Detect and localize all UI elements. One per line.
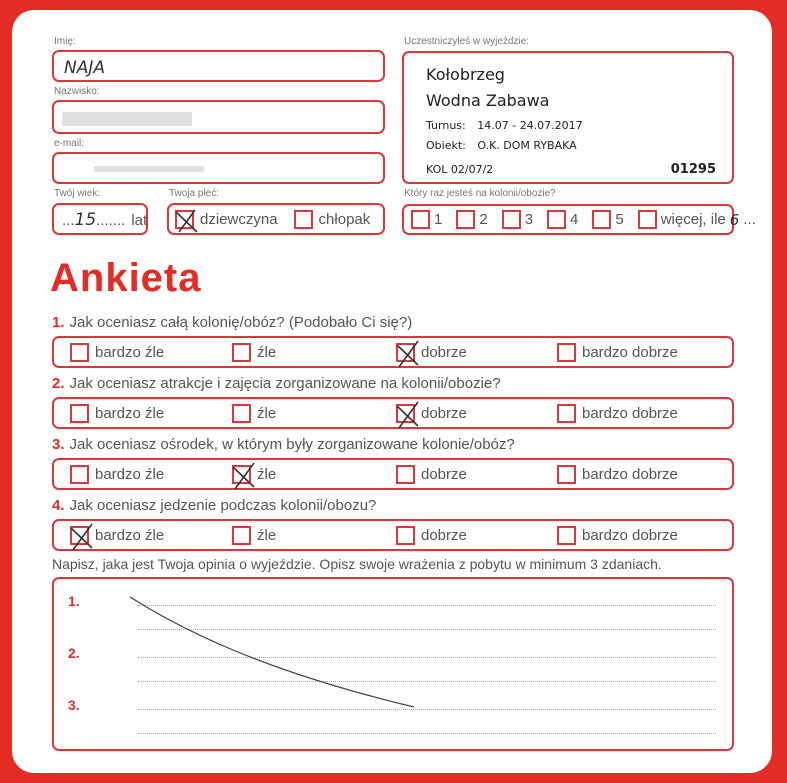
times-more-label: więcej, ile — [660, 211, 726, 228]
trip-label: Uczestniczyłeś w wyjeździe: — [404, 36, 530, 47]
option-label: bardzo dobrze — [582, 466, 678, 483]
option-very-bad — [70, 526, 164, 545]
times-3-checkbox[interactable] — [502, 210, 521, 229]
check-mark-icon — [173, 206, 201, 236]
line-number-2: 2. — [68, 645, 80, 661]
times-2-checkbox[interactable] — [456, 210, 475, 229]
question-1 — [52, 314, 412, 331]
option-checkbox[interactable] — [232, 404, 251, 423]
option-label: źle — [257, 405, 277, 422]
option-bad — [232, 404, 276, 423]
option-label: źle — [257, 466, 277, 483]
option-checkbox[interactable] — [232, 526, 251, 545]
times-4-label: 4 — [570, 211, 579, 228]
times-2-label: 2 — [479, 211, 488, 228]
option-good — [396, 465, 467, 484]
times-more-checkbox[interactable] — [638, 210, 657, 229]
times-3-label: 3 — [524, 211, 534, 228]
trip-code: KOL 02/07/2 — [426, 163, 494, 176]
times-label: Który raz jesteś na kolonii/obozie? — [404, 188, 556, 199]
option-label: bardzo dobrze — [582, 405, 678, 422]
option-very-bad — [70, 404, 164, 423]
trip-program: Wodna Zabawa — [426, 91, 550, 110]
option-label: dobrze — [421, 344, 467, 361]
opinion-box[interactable] — [52, 577, 734, 751]
answer-row-1 — [52, 336, 734, 368]
option-label: źle — [257, 527, 277, 544]
line-number-1: 1. — [68, 593, 80, 609]
option-label: źle — [257, 344, 277, 361]
name-label: Imię: — [54, 36, 76, 47]
times-1-label: 1 — [434, 211, 443, 228]
option-good — [396, 404, 467, 423]
gender-male-label: chłopak — [318, 211, 371, 228]
check-mark-icon — [230, 461, 258, 491]
option-label: bardzo źle — [95, 466, 165, 483]
answer-row-2 — [52, 397, 734, 429]
survey-title: Ankieta — [50, 256, 202, 300]
times-1-checkbox[interactable] — [411, 210, 430, 229]
obiekt-label: Obiekt: — [426, 139, 466, 152]
question-text: Jak oceniasz ośrodek, w którym były zorganizowane kolonie/obóz? — [69, 436, 515, 453]
option-label: bardzo dobrze — [582, 527, 678, 544]
turnus-label: Turnus: — [426, 119, 466, 132]
question-3 — [52, 436, 515, 453]
times-more-dots: ... — [743, 211, 756, 228]
option-checkbox[interactable] — [70, 465, 89, 484]
option-very-good — [557, 343, 678, 362]
option-checkbox[interactable] — [557, 465, 576, 484]
option-checkbox[interactable] — [396, 404, 415, 423]
gender-field — [167, 203, 385, 235]
dotted-line — [138, 733, 716, 734]
trip-number: 01295 — [670, 162, 716, 177]
option-bad — [232, 465, 276, 484]
times-more-value: 6 — [729, 210, 740, 229]
option-very-bad — [70, 343, 164, 362]
question-4 — [52, 497, 376, 514]
option-bad — [232, 343, 276, 362]
answer-row-3 — [52, 458, 734, 490]
times-4-checkbox[interactable] — [547, 210, 566, 229]
question-number: 1. — [52, 314, 65, 331]
age-value: 15 — [74, 210, 97, 230]
check-mark-icon — [68, 522, 96, 552]
trip-turnus — [426, 119, 583, 132]
pen-stroke — [124, 591, 424, 711]
check-mark-icon — [394, 400, 422, 430]
option-label: bardzo źle — [95, 527, 165, 544]
option-checkbox[interactable] — [396, 343, 415, 362]
turnus-value: 14.07 - 24.07.2017 — [477, 119, 583, 132]
gender-female-checkbox[interactable] — [175, 210, 194, 229]
option-label: bardzo źle — [95, 344, 165, 361]
age-dots-left: ... — [62, 211, 75, 229]
option-label: dobrze — [421, 466, 467, 483]
age-dots-right: ....... — [96, 211, 126, 229]
email-field[interactable] — [52, 152, 385, 184]
option-checkbox[interactable] — [70, 526, 89, 545]
answer-row-4 — [52, 519, 734, 551]
option-checkbox[interactable] — [70, 404, 89, 423]
option-very-bad — [70, 465, 164, 484]
option-very-good — [557, 526, 678, 545]
option-checkbox[interactable] — [557, 343, 576, 362]
gender-label: Twoja płeć: — [169, 188, 220, 199]
question-text: Jak oceniasz atrakcje i zajęcia zorganizowane na kolonii/obozie? — [69, 375, 501, 392]
question-text: Jak oceniasz jedzenie podczas kolonii/obozu? — [69, 497, 377, 514]
option-checkbox[interactable] — [557, 404, 576, 423]
option-checkbox[interactable] — [70, 343, 89, 362]
option-checkbox[interactable] — [557, 526, 576, 545]
option-label: bardzo źle — [95, 405, 165, 422]
trip-info-box — [402, 51, 734, 184]
email-label: e-mail: — [54, 138, 85, 149]
times-field — [402, 204, 756, 235]
option-very-good — [557, 404, 678, 423]
times-5-label: 5 — [615, 211, 624, 228]
trip-obiekt — [426, 139, 577, 152]
age-unit: lat — [131, 211, 148, 229]
option-label: dobrze — [421, 527, 467, 544]
option-good — [396, 526, 467, 545]
survey-sheet — [12, 10, 772, 773]
age-field[interactable] — [52, 203, 148, 235]
option-label: bardzo dobrze — [582, 344, 678, 361]
name-value: NAJA — [64, 58, 105, 78]
option-checkbox[interactable] — [232, 465, 251, 484]
option-checkbox[interactable] — [396, 526, 415, 545]
question-number: 3. — [52, 436, 65, 453]
trip-city: Kołobrzeg — [426, 65, 505, 84]
question-2 — [52, 375, 501, 392]
redacted-surname — [62, 112, 192, 126]
gender-female-label: dziewczyna — [200, 211, 278, 228]
question-text: Jak oceniasz całą kolonię/obóz? (Podobało Ci się?) — [69, 314, 413, 331]
check-mark-icon — [394, 339, 422, 369]
question-number: 4. — [52, 497, 65, 514]
name-field[interactable] — [52, 50, 385, 82]
line-number-3: 3. — [68, 697, 80, 713]
redacted-email — [94, 166, 204, 172]
option-checkbox[interactable] — [396, 465, 415, 484]
times-5-checkbox[interactable] — [592, 210, 611, 229]
option-label: dobrze — [421, 405, 467, 422]
surname-label: Nazwisko: — [54, 86, 100, 97]
obiekt-value: O.K. DOM RYBAKA — [477, 139, 577, 152]
age-label: Twój wiek: — [54, 188, 101, 199]
question-number: 2. — [52, 375, 65, 392]
opinion-prompt: Napisz, jaka jest Twoja opinia o wyjeździe. Opisz swoje wrażenia z pobytu w minimum 3 zdaniach. — [52, 556, 662, 572]
surname-field[interactable] — [52, 100, 385, 134]
option-good — [396, 343, 467, 362]
option-checkbox[interactable] — [232, 343, 251, 362]
option-bad — [232, 526, 276, 545]
option-very-good — [557, 465, 678, 484]
gender-male-checkbox[interactable] — [294, 210, 313, 229]
